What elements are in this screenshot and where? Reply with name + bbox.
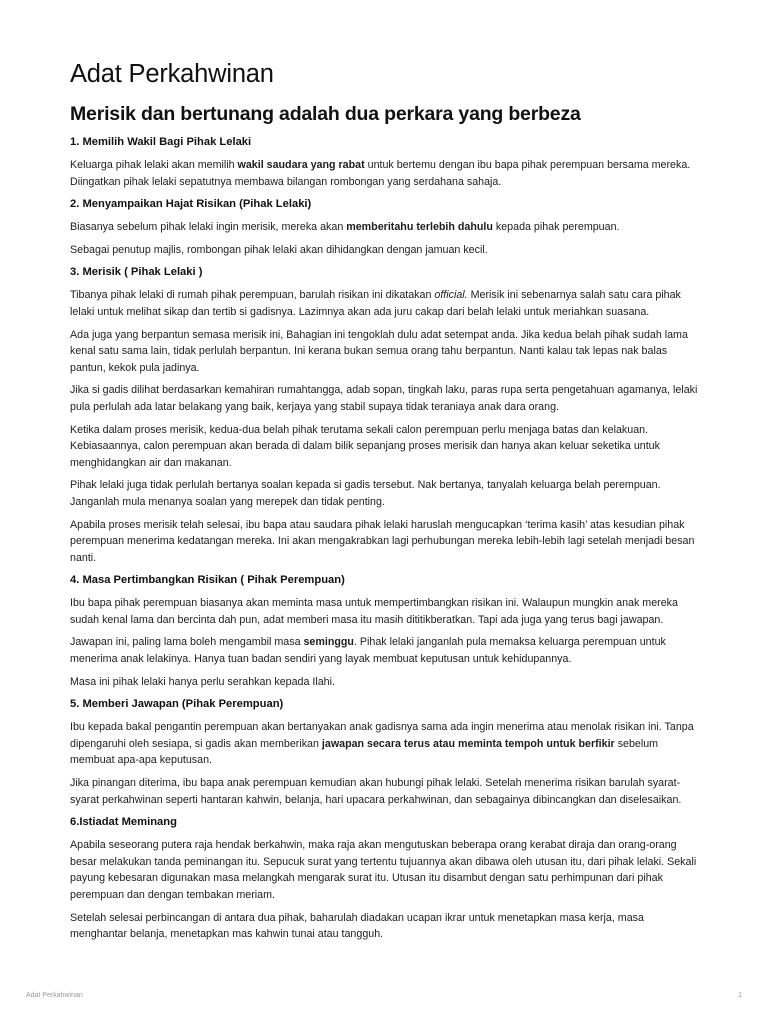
document-subtitle: Merisik dan bertunang adalah dua perkara yang berbeza bbox=[70, 103, 581, 125]
section-heading: 2. Menyampaikan Hajat Risikan (Pihak Lelaki) bbox=[70, 198, 312, 211]
text-run: . Pihak lelaki janganlah pula memaksa keluarga perempuan untuk menerima anak lelakinya. Hanya tuan badan sendiri yang layak membuat keputusan untuk kehidupannya. bbox=[70, 636, 666, 666]
text-run: sebelum membuat apa-apa keputusan. bbox=[70, 737, 659, 767]
body-paragraph bbox=[70, 327, 700, 377]
text-run: Sebagai penutup majlis, rombongan pihak lelaki akan dihidangkan dengan jamuan kecil. bbox=[70, 243, 488, 256]
body-paragraph bbox=[70, 422, 700, 472]
text-run: Jawapan ini, paling lama boleh mengambil masa bbox=[70, 636, 304, 649]
text-run: Setelah selesai perbincangan di antara dua pihak, baharulah diadakan ucapan ikrar untuk menetapkan masa kerja, masa menghantar belanja, menetapkan mas kahwin tunai atau tangguh. bbox=[70, 911, 644, 941]
body-paragraph bbox=[70, 634, 700, 667]
bold-text: wakil saudara yang rabat bbox=[237, 159, 365, 171]
italic-text: official. bbox=[434, 289, 468, 302]
body-paragraph bbox=[70, 837, 700, 903]
body-paragraph bbox=[70, 477, 700, 510]
text-run: Jika pinangan diterima, ibu bapa anak perempuan kemudian akan hubungi pihak lelaki. Setelah menerima risikan barulah syarat-syarat perkahwinan seperti hantaran kahwin, belanja, hari upacara perkahwinan, dan sebagainya dibincangkan dan diselesaikan. bbox=[70, 777, 682, 806]
body-paragraph bbox=[70, 219, 700, 236]
section-heading: 6.Istiadat Meminang bbox=[70, 816, 177, 829]
text-run: Pihak lelaki juga tidak perlulah bertanya soalan kepada si gadis tersebut. Nak bertanya, tanyalah keluarga belah perempuan. Janganlah mula menanya soalan yang merepek dan tidak penting. bbox=[70, 479, 661, 508]
text-run: Merisik ini sebenarnya salah satu cara pihak lelaki untuk melihat sikap dan tertib si gadisnya. Lazimnya akan ada juru cakap dari belah lelaki untuk meriahkan suasana. bbox=[70, 289, 681, 318]
text-run: Tibanya pihak lelaki di rumah pihak perempuan, barulah risikan ini dikatakan bbox=[70, 289, 435, 302]
footer-title: Adat Perkahwinan bbox=[26, 992, 83, 999]
bold-text: jawapan secara terus atau meminta tempoh untuk berfikir bbox=[321, 737, 615, 750]
section-heading: 4. Masa Pertimbangkan Risikan ( Pihak Perempuan) bbox=[70, 574, 345, 587]
text-run: Masa ini pihak lelaki hanya perlu serahkan kepada Ilahi. bbox=[70, 675, 335, 688]
text-run: Ada juga yang berpantun semasa merisik ini, Bahagian ini tengoklah dulu adat setempat anda. Jika kedua belah pihak sudah lama kenal satu sama lain, tidak perlulah berpantun. Ini kerana bukan semua orang tahu berpantun. Nanti kalau tak lepas nak balas pantun, kekok pula jadinya. bbox=[70, 328, 688, 374]
body-paragraph bbox=[70, 517, 700, 567]
body-paragraph bbox=[70, 775, 700, 808]
body-paragraph bbox=[70, 382, 700, 415]
body-paragraph bbox=[70, 287, 700, 320]
section-heading: 5. Memberi Jawapan (Pihak Perempuan) bbox=[70, 698, 284, 711]
document-content bbox=[70, 60, 700, 949]
body-paragraph bbox=[70, 242, 700, 259]
section-heading: 3. Merisik ( Pihak Lelaki ) bbox=[70, 266, 203, 279]
body-paragraph bbox=[70, 910, 700, 943]
text-run: untuk bertemu dengan ibu bapa pihak perempuan bersama mereka. Diingatkan pihak lelaki sepatutnya membawa bilangan rombongan yang serdahana sahaja. bbox=[70, 159, 691, 188]
sections-container bbox=[70, 134, 700, 943]
page-number: 1 bbox=[738, 992, 742, 999]
bold-text: seminggu bbox=[303, 636, 354, 649]
text-run: Apabila proses merisik telah selesai, ibu bapa atau saudara pihak lelaki haruslah mengucapkan ‘terima kasih’ atas kesudian pihak perempuan menerima kedatangan mereka. Ini akan mengakrabkan lagi perhubungan mereka lebih-lebih lagi setelah menjadi besan nanti. bbox=[70, 518, 695, 564]
text-run: Keluarga pihak lelaki akan memilih bbox=[70, 159, 238, 171]
section-heading: 1. Memilih Wakil Bagi Pihak Lelaki bbox=[70, 136, 252, 148]
body-paragraph bbox=[70, 595, 700, 628]
text-run: Apabila seseorang putera raja hendak berkahwin, maka raja akan mengutuskan beberapa orang kerabat diraja dan orang-orang besar melakukan tanda peminangan itu. Sepucuk surat yang tertentu tujuannya akan dibawa oleh utusan itu, dari pihak lelaki. Sekali payung kebesaran digunakan masa melangkah mengarak surat itu. Utusan itu disambut dengan satu perhimpunan dari pihak perempuan dan dengan tembakan meriam. bbox=[70, 839, 697, 901]
document-title: Adat Perkahwinan bbox=[70, 60, 274, 88]
text-run: Ketika dalam proses merisik, kedua-dua belah pihak terutama sekali calon perempuan perlu menjaga batas dan kelakuan. Kebiasaannya, calon perempuan akan berada di dalam bilik sepanjang proses merisik dan hanya akan keluar seketika untuk menghidangkan air dan makanan. bbox=[70, 423, 660, 469]
text-run: Biasanya sebelum pihak lelaki ingin merisik, mereka akan bbox=[70, 221, 347, 234]
text-run: Ibu kepada bakal pengantin perempuan akan bertanyakan anak gadisnya sama ada ingin menerima atau menolak risikan ini. Tanpa dipengaruhi oleh sesiapa, si gadis akan memberikan bbox=[70, 721, 694, 750]
bold-text: memberitahu terlebih dahulu bbox=[346, 221, 493, 234]
text-run: Ibu bapa pihak perempuan biasanya akan meminta masa untuk mempertimbangkan risikan ini. Walaupun mungkin anak mereka sudah kenal lama dan bercinta dah pun, adat memberi masa itu masih dititikberatkan. Tapi ada juga yang terus bagi jawapan. bbox=[70, 597, 678, 626]
body-paragraph bbox=[70, 674, 700, 691]
body-paragraph bbox=[70, 719, 700, 769]
body-paragraph bbox=[70, 157, 700, 190]
text-run: kepada pihak perempuan. bbox=[492, 221, 620, 234]
text-run: Jika si gadis dilihat berdasarkan kemahiran rumahtangga, adab sopan, tingkah laku, paras rupa serta pengetahuan agamanya, lelaki pula perlulah ada latar belakang yang baik, kerjaya yang stabil supaya tidak teraniaya anak dara orang. bbox=[70, 384, 698, 413]
